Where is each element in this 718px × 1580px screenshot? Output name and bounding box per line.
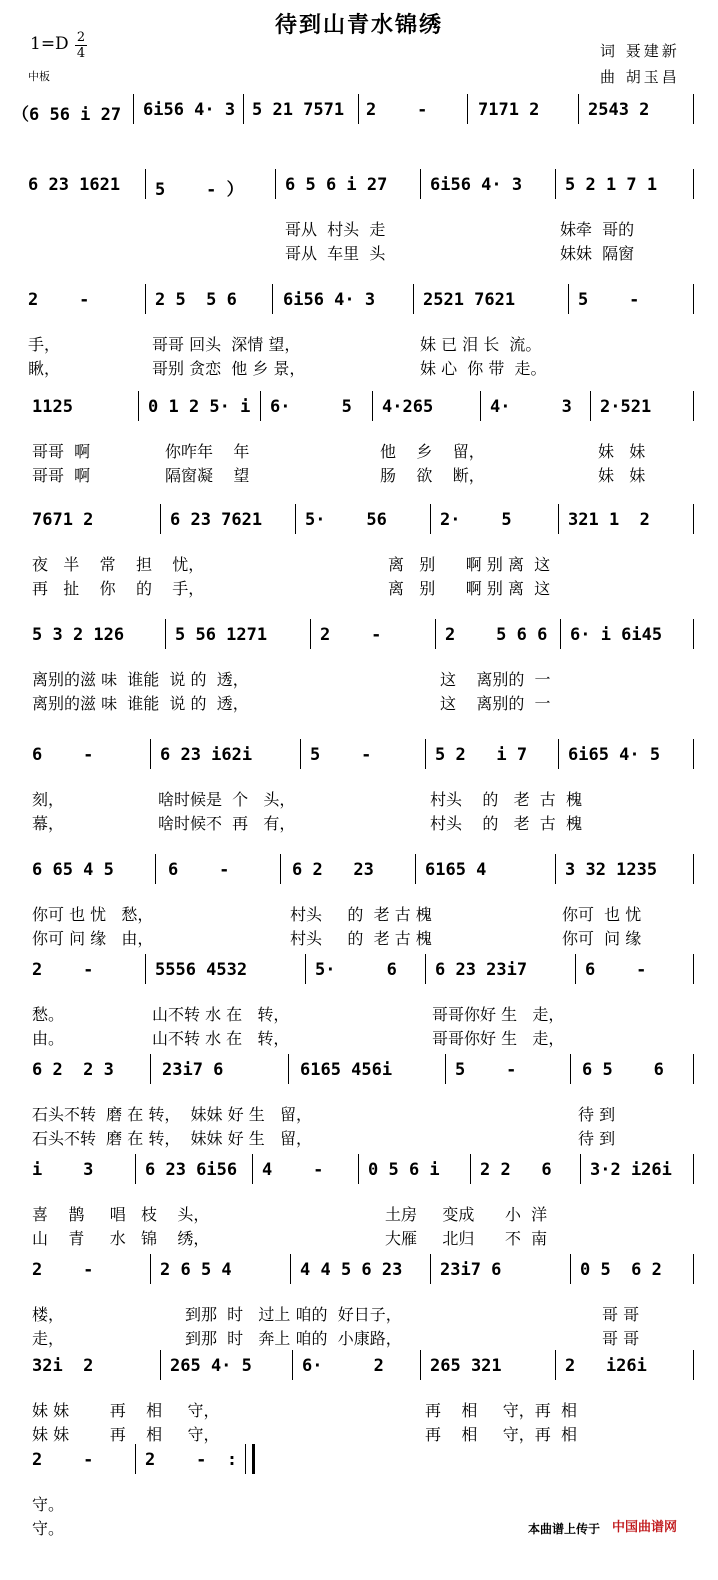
lyric-segment: 瞅， [28,359,61,378]
notation-line [0,290,718,320]
bar-line [150,1054,151,1084]
lyric-segment: 哥从 村头 走 [285,220,386,239]
bar-line [160,504,161,534]
lyric-segment: 哥 哥 [602,1329,640,1348]
bar-line [430,504,431,534]
measure-notes: 6i65 4· 5 [568,745,661,765]
bar-line [358,1154,359,1184]
bar-line [133,94,134,124]
key-signature: 1=D [30,34,69,54]
notation-line [0,397,718,427]
measure-notes: 6165 456i [300,1060,393,1080]
time-signature [75,30,87,61]
lyric-segment: 手， [28,335,61,354]
lyric-segment: 妹牵 哥的 [560,220,635,239]
bar-line [560,619,561,649]
measure-notes: 7671 2 [32,510,94,530]
bar-line [138,391,139,421]
bar-line [555,854,556,884]
bar-line [693,504,694,534]
bar-line [568,284,569,314]
lyric-segment: 山不转 水 在 转， [152,1005,290,1024]
measure-notes: 23i7 6 [440,1260,502,1280]
bar-line [300,739,301,769]
score-row [0,397,718,527]
time-signature-bottom: 4 [76,46,86,61]
bar-line [693,739,694,769]
bar-line [445,1054,446,1084]
upload-note: 本曲谱上传于 [528,1522,601,1536]
lyric-segment: 你可 问 缘 由， [32,929,154,948]
bar-line [590,391,591,421]
bar-line [145,954,146,984]
bar-line [272,284,273,314]
bar-line [135,1154,136,1184]
notation-line [0,745,718,775]
lyric-segment: 石头不转 磨 在 转， 妹妹 好 生 留， [32,1105,312,1124]
lyric-segment: 妹 已 泪 长 流。 [420,335,542,354]
score-row [0,175,718,305]
lyric-segment: 你可 也 忧 [562,905,642,924]
bar-line [693,854,694,884]
score-row [0,510,718,640]
measure-notes: 0 5 6 2 [580,1260,662,1280]
notation-line [0,1260,718,1290]
lyric-segment: 哥哥 回头 深情 望， [152,335,301,354]
lyric-segment: 你可 也 忧 愁， [32,905,154,924]
measure-notes: 6 2 23 [292,860,374,880]
measure-notes: 6 23 6i56 [145,1160,238,1180]
lyric-segment: 村头 的 老 古 槐 [290,929,432,948]
lyric-segment: 离别的滋 味 谁能 说 的 透， [32,670,249,689]
measure-notes: 5· 6 [315,960,397,980]
site-logo: 中国曲谱网 [612,1520,678,1535]
lyric-segment: 待 到 [578,1105,616,1124]
measure-notes: 5 3 2 126 [32,625,125,645]
measure-notes: 2 - [320,625,382,645]
bar-line [288,1054,289,1084]
measure-notes: 6 23 1621 [28,175,121,195]
lyric-segment: 哥别 贪恋 他 乡 景， [152,359,306,378]
measure-notes: 23i7 6 [162,1060,224,1080]
measure-notes: 5 - [455,1060,517,1080]
measure-notes: 2 - [366,100,428,120]
measure-notes: 0 1 2 5· i [148,397,251,417]
lyric-segment: 幕， [32,814,65,833]
bar-line [578,94,579,124]
lyric-segment: 妹 妹 [598,442,646,461]
lyric-segment: 哥 哥 [602,1305,640,1324]
notation-line [0,100,718,130]
measure-notes: 2 5 5 6 [155,290,237,310]
lyric-segment: 他 乡 留， [380,442,485,461]
lyric-segment: 啥时候不 再 有， [158,814,296,833]
bar-line [693,1054,694,1084]
lyric-segment: 妹 妹 [598,466,646,485]
measure-notes: （6 56 i 27 [12,105,122,125]
measure-notes: 5 - [310,745,372,765]
lyric-segment: 再 相 守，再 相 [425,1425,577,1444]
measure-notes: 2 - [28,290,90,310]
bar-line [155,854,156,884]
lyric-segment: 到那 时 奔上 咱的 小康路， [185,1329,402,1348]
measure-notes: 6 2 2 3 [32,1060,114,1080]
measure-notes: 2 i26i [565,1356,647,1376]
bar-line [693,619,694,649]
notation-line [0,625,718,655]
bar-line [252,1154,253,1184]
bar-line [580,1154,581,1184]
score-row [0,1450,718,1580]
notation-line [0,510,718,540]
measure-notes: 265 4· 5 [170,1356,252,1376]
measure-notes: 4· 3 [490,397,572,417]
measure-notes: 32i 2 [32,1356,94,1376]
bar-line [693,954,694,984]
bar-line [693,94,694,124]
bar-line [570,1254,571,1284]
lyric-segment: 走， [32,1329,65,1348]
bar-line [160,1350,161,1380]
lyric-segment: 啥时候是 个 头， [158,790,296,809]
lyric-segment: 石头不转 磨 在 转， 妹妹 好 生 留， [32,1129,312,1148]
measure-notes: 6 - [585,960,647,980]
measure-notes: 5 2 i 7 [435,745,528,765]
bar-line [693,391,694,421]
lyric-segment: 村头 的 老 古 槐 [430,814,582,833]
measure-notes: 6 5 6 [582,1060,664,1080]
bar-line [358,94,359,124]
time-signature-top: 2 [76,30,86,45]
lyric-segment: 哥哥 啊 [32,466,91,485]
bar-line [425,739,426,769]
lyric-segment: 再 相 守，再 相 [425,1401,577,1420]
notation-line [0,860,718,890]
bar-line [275,169,276,199]
lyric-segment: 刻， [32,790,65,809]
tempo-marking: 中板 [28,70,50,83]
lyric-segment: 离 别 啊 别 离 这 [388,555,551,574]
notation-line [0,1060,718,1090]
bar-line [470,1154,471,1184]
measure-notes: 4 - [262,1160,324,1180]
bar-line [693,1254,694,1284]
lyric-segment: 哥哥你好 生 走， [432,1005,565,1024]
lyric-segment: 妹 妹 再 相 守， [32,1401,220,1420]
bar-line [693,1154,694,1184]
measure-notes: 2·521 [600,397,652,417]
lyric-segment: 山 青 水 锦 绣， [32,1229,210,1248]
measure-notes: 321 1 2 [568,510,650,530]
lyric-segment: 妹 心 你 带 走。 [420,359,547,378]
lyric-segment: 楼， [32,1305,65,1324]
lyric-segment: 由。 [32,1029,65,1048]
measure-notes: 6 23 i62i [160,745,253,765]
bar-line [165,619,166,649]
bar-line [243,94,244,124]
lyric-segment: 山不转 水 在 转， [152,1029,290,1048]
measure-notes: 6· i 6i45 [570,625,663,645]
repeat-end-barline [245,1444,255,1474]
bar-line [480,391,481,421]
lyric-segment: 妹妹 隔窗 [560,244,635,263]
notation-line [0,960,718,990]
measure-notes: 4 4 5 6 23 [300,1260,403,1280]
lyric-segment: 妹 妹 再 相 守， [32,1425,220,1444]
measure-notes: 2 - [32,1450,94,1470]
bar-line [420,169,421,199]
measure-notes: 5 - ） [155,180,244,200]
bar-line [558,504,559,534]
measure-notes: 5 2 1 7 1 [565,175,658,195]
bar-line [145,169,146,199]
composer-credit: 曲 胡玉昌 [600,68,680,86]
bar-line [467,94,468,124]
lyric-segment: 离 别 啊 别 离 这 [388,579,551,598]
lyric-segment: 你咋年 年 [165,442,250,461]
measure-notes: 2543 2 [588,100,650,120]
measure-notes: 2 5 6 6 [445,625,548,645]
measure-notes: i 3 [32,1160,94,1180]
measure-notes: 6 23 23i7 [435,960,528,980]
lyric-segment: 愁。 [32,1005,65,1024]
bar-line [310,619,311,649]
bar-line [280,854,281,884]
measure-notes: 5 - [578,290,640,310]
lyric-segment: 隔窗凝 望 [165,466,250,485]
measure-notes: 1125 [32,397,73,417]
bar-line [555,169,556,199]
measure-notes: 2 6 5 4 [160,1260,232,1280]
measure-notes: 5556 4532 [155,960,248,980]
lyric-segment: 再 扯 你 的 手， [32,579,205,598]
lyric-segment: 村头 的 老 古 槐 [290,905,432,924]
lyric-segment: 哥哥 啊 [32,442,91,461]
measure-notes: 3 32 1235 [565,860,658,880]
lyric-segment: 守。 [32,1519,65,1538]
lyric-segment: 守。 [32,1495,65,1514]
lyric-segment: 待 到 [578,1129,616,1148]
measure-notes: 6 65 4 5 [32,860,114,880]
notation-line [0,1356,718,1386]
lyric-segment: 哥哥你好 生 走， [432,1029,565,1048]
lyric-segment: 离别的滋 味 谁能 说 的 透， [32,694,249,713]
bar-line [575,954,576,984]
measure-notes: 3·2 i26i [590,1160,672,1180]
bar-line [413,284,414,314]
bar-line [150,1254,151,1284]
measure-notes: 2 2 6 [480,1160,552,1180]
measure-notes: 6 - [32,745,94,765]
lyric-segment: 这 离别的 一 [440,670,551,689]
measure-notes: 5 21 7571 [252,100,345,120]
measure-notes: 5· 56 [305,510,387,530]
bar-line [430,1254,431,1284]
bar-line [135,1444,136,1474]
measure-notes: 6165 4 [425,860,487,880]
measure-notes: 6· 5 [270,397,352,417]
measure-notes: 6i56 4· 3 [283,290,376,310]
bar-line [425,954,426,984]
score-row [0,745,718,875]
lyric-segment: 土房 变成 小 洋 [385,1205,548,1224]
bar-line [260,391,261,421]
bar-line [415,854,416,884]
bar-line [558,739,559,769]
measure-notes: 6i56 4· 3 [143,100,236,120]
bar-line [372,391,373,421]
score-row [0,625,718,755]
measure-notes: 0 5 6 i [368,1160,440,1180]
bar-line [555,1350,556,1380]
measure-notes: 2521 7621 [423,290,516,310]
lyric-segment: 村头 的 老 古 槐 [430,790,582,809]
bar-line [290,1254,291,1284]
song-title: 待到山青水锦绣 [274,13,443,38]
bar-line [693,169,694,199]
bar-line [150,739,151,769]
lyric-segment: 肠 欲 断， [380,466,485,485]
bar-line [145,284,146,314]
measure-notes: 2 - : [145,1450,238,1470]
measure-notes: 6· 2 [302,1356,384,1376]
lyric-segment: 你可 问 缘 [562,929,642,948]
bar-line [305,954,306,984]
measure-notes: 4·265 [382,397,434,417]
bar-line [295,504,296,534]
notation-line [0,1450,718,1480]
bar-line [570,1054,571,1084]
lyric-segment: 哥从 车里 头 [285,244,386,263]
bar-line [420,1350,421,1380]
measure-notes: 2 - [32,1260,94,1280]
notation-line [0,175,718,205]
lyric-segment: 这 离别的 一 [440,694,551,713]
measure-notes: 2· 5 [440,510,512,530]
lyric-segment: 喜 鹊 唱 枝 头， [32,1205,210,1224]
measure-notes: 6i56 4· 3 [430,175,523,195]
measure-notes: 6 5 6 i 27 [285,175,388,195]
lyricist-credit: 词 聂建新 [600,42,680,60]
bar-line [693,284,694,314]
measure-notes: 2 - [32,960,94,980]
lyric-segment: 夜 半 常 担 忧， [32,555,205,574]
measure-notes: 265 321 [430,1356,502,1376]
bar-line [292,1350,293,1380]
lyric-segment: 到那 时 过上 咱的 好日子， [185,1305,402,1324]
measure-notes: 6 - [168,860,230,880]
measure-notes: 6 23 7621 [170,510,263,530]
bar-line [435,619,436,649]
notation-line [0,1160,718,1190]
measure-notes: 7171 2 [478,100,540,120]
measure-notes: 5 56 1271 [175,625,268,645]
lyric-segment: 大雁 北归 不 南 [385,1229,548,1248]
bar-line [693,1350,694,1380]
